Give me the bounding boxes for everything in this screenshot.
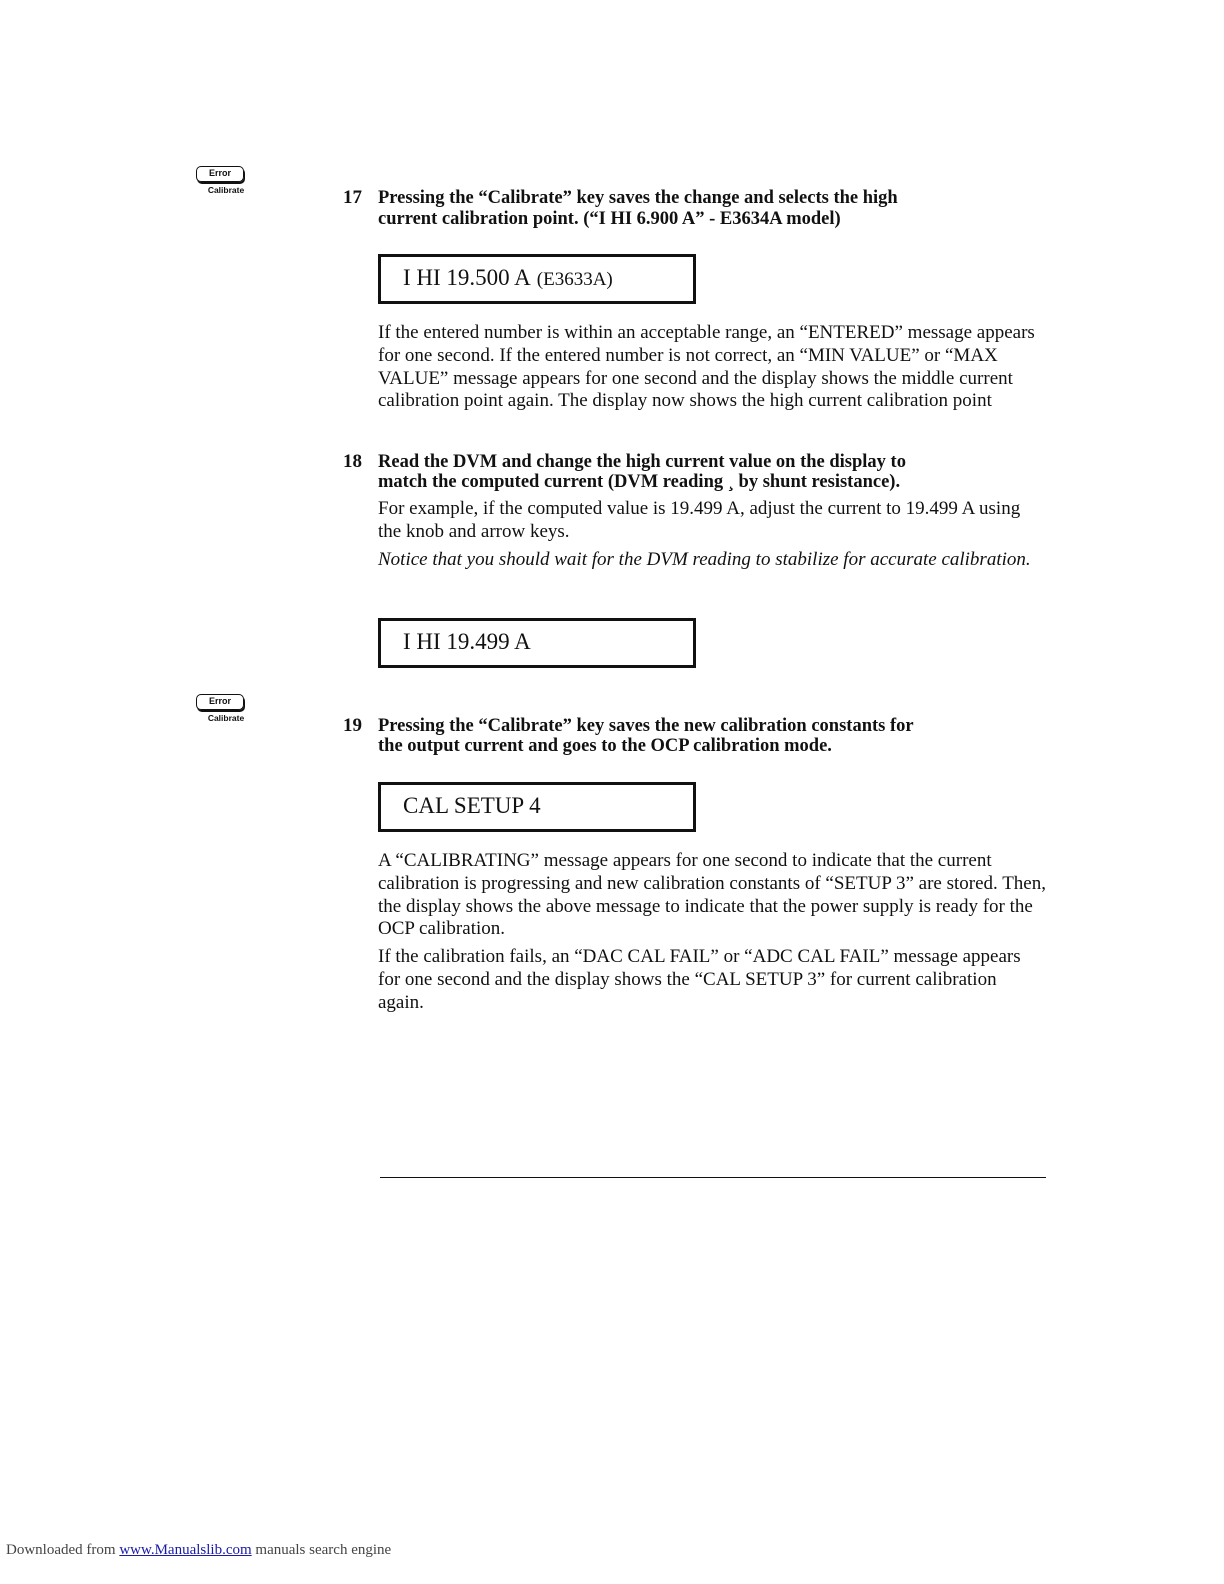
step-19-paragraph-1: A “CALIBRATING” message appears for one second to indicate that the current calibration is progressing and new calibration constants of “SETUP 3” are stored. Then, the display shows the above message to indicate that the power supply is ready for the OCP calibration. <box>378 850 1046 940</box>
step-17-heading-line1: Pressing the “Calibrate” key saves the change and selects the high <box>378 188 898 208</box>
step-19-paragraph-2: If the calibration fails, an “DAC CAL FAIL” or “ADC CAL FAIL” message appears for one second and the display shows the “CAL SETUP 3” for current calibration again. <box>378 946 1021 1013</box>
display-reading: CAL SETUP 4 <box>403 793 541 818</box>
step-19-number: 19 <box>343 715 362 736</box>
error-calibrate-key-icon <box>196 694 252 728</box>
footer-prefix: Downloaded from <box>6 1542 116 1558</box>
error-key-label: Error <box>196 694 244 710</box>
error-key-label: Error <box>196 166 244 182</box>
download-footer <box>6 1542 391 1559</box>
step-18-heading-line2: match the computed current (DVM reading ¸ by shunt resistance). <box>378 472 901 492</box>
manualslib-link[interactable]: www.Manualslib.com <box>119 1542 252 1558</box>
display-reading: I HI 19.500 A <box>403 265 531 290</box>
step-18-heading-line1: Read the DVM and change the high current value on the display to <box>378 452 906 472</box>
footer-suffix: manuals search engine <box>255 1542 392 1558</box>
step-17-paragraph: If the entered number is within an acceptable range, an “ENTERED” message appears for one second. If the entered number is not correct, an “MIN VALUE” or “MAX VALUE” message appears for one second and the display shows the middle current calibration point again. The display now shows the high current calibration point <box>378 322 1035 412</box>
step-19-heading-line2: the output current and goes to the OCP calibration mode. <box>378 736 832 756</box>
footer-divider <box>380 1177 1046 1178</box>
step-18-paragraph: For example, if the computed value is 19.499 A, adjust the current to 19.499 A using the knob and arrow keys. <box>378 498 1021 542</box>
calibrate-key-label: Calibrate <box>207 185 245 195</box>
step-19-heading-line1: Pressing the “Calibrate” key saves the new calibration constants for <box>378 716 914 736</box>
display-i-hi-19500 <box>378 254 696 304</box>
step-18-number: 18 <box>343 451 362 472</box>
display-i-hi-19499 <box>378 618 696 668</box>
step-17-number: 17 <box>343 187 362 208</box>
display-reading: I HI 19.499 A <box>403 629 531 654</box>
display-model: (E3633A) <box>536 269 613 290</box>
step-17-heading-line2: current calibration point. (“I HI 6.900 A” - E3634A model) <box>378 209 841 229</box>
step-18-note: Notice that you should wait for the DVM reading to stabilize for accurate calibration. <box>378 549 1031 570</box>
display-cal-setup-4 <box>378 782 696 832</box>
error-calibrate-key-icon <box>196 166 252 200</box>
calibrate-key-label: Calibrate <box>207 713 245 723</box>
